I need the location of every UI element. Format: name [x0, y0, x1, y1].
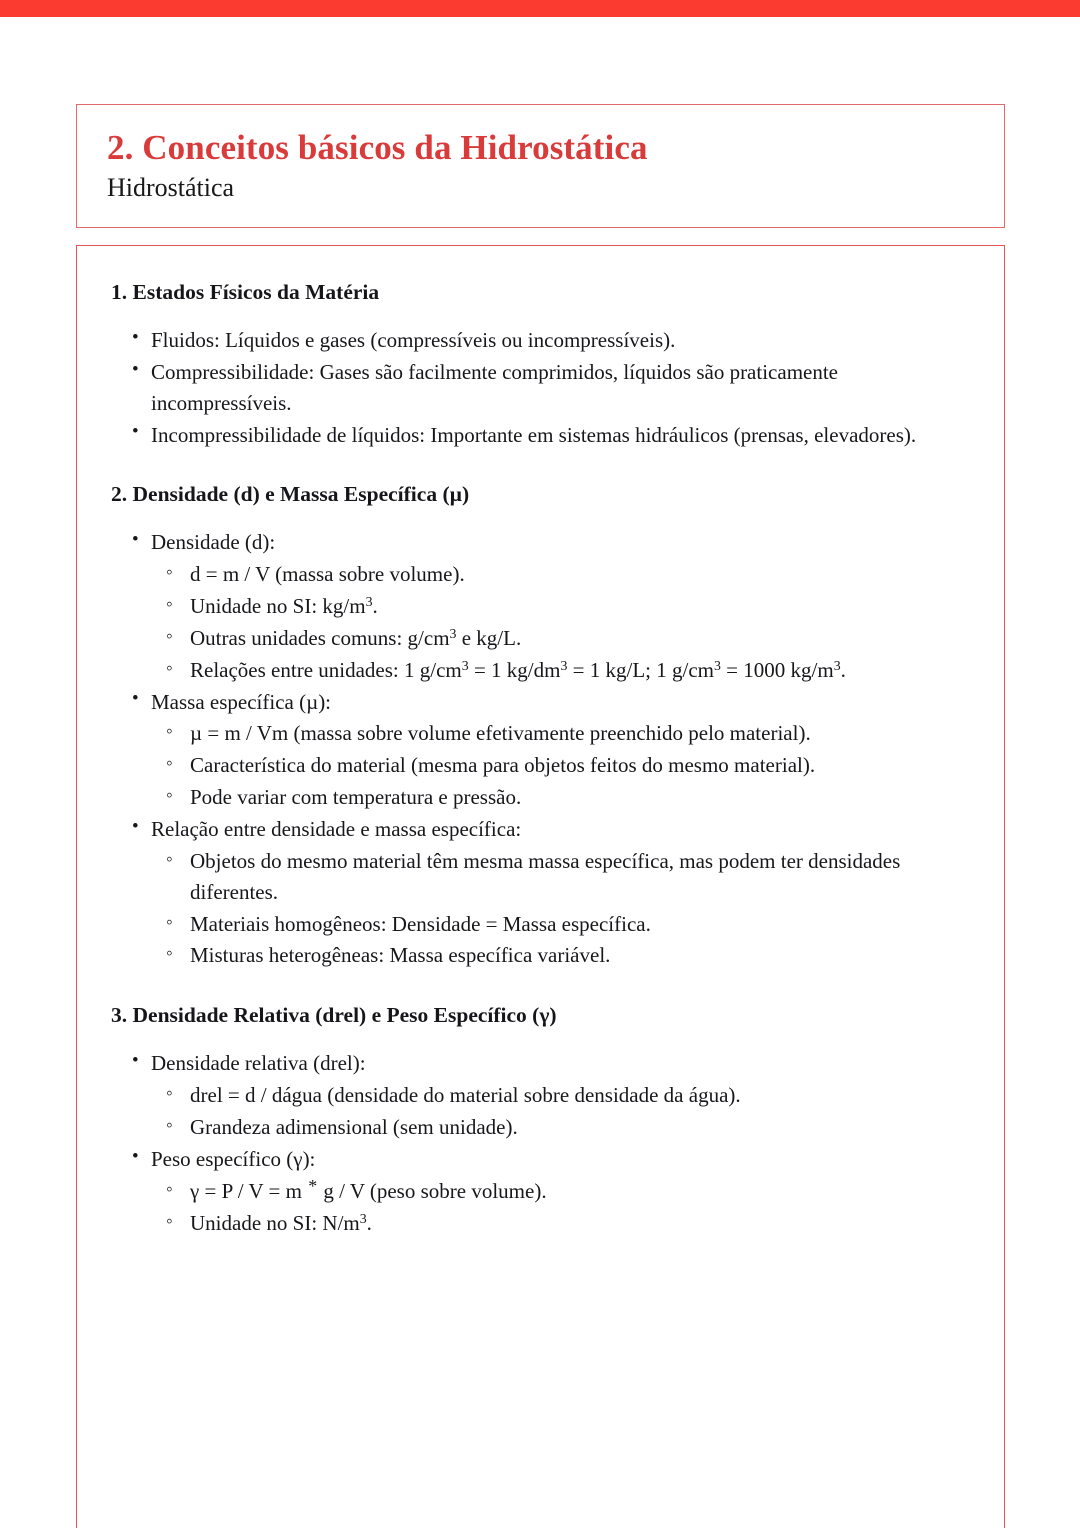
- bullet-list: [111, 1048, 970, 1238]
- list-item-text: • Densidade relativa (drel):: [151, 1048, 970, 1079]
- list-item: [111, 420, 970, 451]
- section-heading: 1. Estados Físicos da Matéria: [111, 280, 380, 304]
- sub-list-item: ◦ Objetos do mesmo material têm mesma massa específica, mas podem ter densidades diferentes.: [151, 846, 970, 908]
- content-section: [111, 279, 970, 450]
- sub-list-item: ◦ d = m / V (massa sobre volume).: [151, 559, 970, 590]
- sub-list-item: ◦ drel = d / dágua (densidade do material sobre densidade da água).: [151, 1080, 970, 1111]
- list-item: [111, 687, 970, 813]
- section-heading: 3. Densidade Relativa (drel) e Peso Específico (γ): [111, 1003, 557, 1028]
- page-title: 2. Conceitos básicos da Hidrostática: [107, 128, 648, 167]
- sub-bullet-list: [151, 1176, 970, 1239]
- top-accent-bar: [0, 0, 1080, 17]
- sub-list-item: ◦ Grandeza adimensional (sem unidade).: [151, 1112, 970, 1143]
- sub-list-item: ◦ µ = m / Vm (massa sobre volume efetivamente preenchido pelo material).: [151, 718, 970, 749]
- sub-list-item: ◦ Característica do material (mesma para objetos feitos do mesmo material).: [151, 750, 970, 781]
- list-item-text: • Densidade (d):: [151, 527, 970, 558]
- sub-list-item: ◦ Unidade no SI: $N/m^3$.: [151, 1208, 970, 1239]
- sub-list-item: ◦ Outras unidades comuns: $g/cm^3$ e kg/L.: [151, 623, 970, 654]
- list-item-text: • Incompressibilidade de líquidos: Importante em sistemas hidráulicos (prensas, elevadores).: [151, 420, 970, 451]
- sub-bullet-list: [151, 1080, 970, 1143]
- sub-list-item: ◦ γ = P / V = m * g / V (peso sobre volume).: [151, 1176, 970, 1207]
- content-section: [111, 1002, 970, 1238]
- list-item: [111, 527, 970, 685]
- sub-list-item: ◦ Materiais homogêneos: Densidade = Massa específica.: [151, 909, 970, 940]
- list-item: [111, 357, 970, 419]
- content-section: [111, 481, 970, 971]
- bullet-list: [111, 527, 970, 971]
- list-item-text: • Relação entre densidade e massa específica:: [151, 814, 970, 845]
- sub-list-item: ◦ Relações entre unidades: 1 $g/cm^3 = 1$ $kg/dm^3 = 1$ kg/L; 1 $g/cm^3 = 1000$ $kg/m^3$.: [151, 655, 970, 686]
- page-subtitle: Hidrostática: [107, 173, 235, 203]
- sections-container: [111, 279, 970, 1238]
- sub-bullet-list: [151, 718, 970, 813]
- list-item-text: • Peso específico (γ):: [151, 1144, 970, 1175]
- list-item: [111, 814, 970, 971]
- sub-bullet-list: [151, 559, 970, 685]
- bullet-list: [111, 325, 970, 450]
- sub-list-item: ◦ Pode variar com temperatura e pressão.: [151, 782, 970, 813]
- list-item-text: • Compressibilidade: Gases são facilmente comprimidos, líquidos são praticamente incompressíveis.: [151, 357, 970, 419]
- document-header-card: [76, 104, 1005, 228]
- list-item-text: • Massa específica (µ):: [151, 687, 970, 718]
- list-item: [111, 1144, 970, 1239]
- section-heading: 2. Densidade (d) e Massa Específica (µ): [111, 482, 470, 507]
- list-item-text: • Fluidos: Líquidos e gases (compressíveis ou incompressíveis).: [151, 325, 970, 356]
- sub-list-item: ◦ Unidade no SI: $kg/m^3$.: [151, 591, 970, 622]
- sub-list-item: ◦ Misturas heterogêneas: Massa específica variável.: [151, 940, 970, 971]
- document-content-card: [76, 245, 1005, 1528]
- list-item: [111, 1048, 970, 1143]
- sub-bullet-list: [151, 846, 970, 971]
- list-item: [111, 325, 970, 356]
